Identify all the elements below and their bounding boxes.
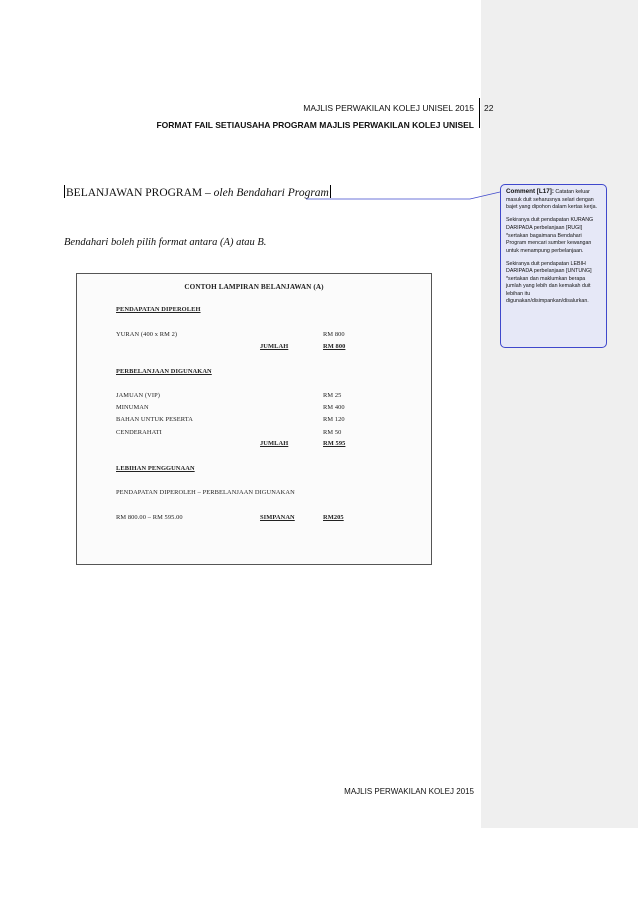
format-note: Bendahari boleh pilih format antara (A) atau B. bbox=[64, 237, 267, 248]
expense-item-label: BAHAN UNTUK PESERTA bbox=[116, 416, 193, 423]
section-title-role: oleh Bendahari Program bbox=[213, 187, 329, 199]
expense-item-label: MINUMAN bbox=[116, 404, 149, 411]
section-title-separator: – bbox=[202, 187, 214, 199]
section-title-main: BELANJAWAN PROGRAM bbox=[66, 187, 203, 199]
expense-item-label: CENDERAHATI bbox=[116, 429, 162, 436]
comment-label: Comment [L17]: bbox=[506, 188, 554, 195]
comment-intro: Catatan keluar masuk duit seharusnya selari dengan bajet yang dipohon dalam kertas kerja. bbox=[506, 189, 597, 211]
savings-value: RM205 bbox=[323, 514, 344, 521]
income-total-label: JUMLAH bbox=[260, 343, 289, 350]
expense-item-label: JAMUAN (VIP) bbox=[116, 392, 160, 399]
surplus-heading: LEBIHAN PENGGUNAAN bbox=[116, 465, 195, 472]
page-footer: MAJLIS PERWAKILAN KOLEJ 2015 bbox=[344, 787, 474, 796]
savings-label: SIMPANAN bbox=[260, 514, 295, 521]
expense-heading: PERBELANJAAN DIGUNAKAN bbox=[116, 368, 212, 375]
comment-paragraph-profit: Sekiranya duit pendapatan LEBIH DARIPADA perbelanjaan [UNTUNG] *sertakan dan maklumkan berapa jumlah yang lebih dan kemakah duit lebihan itu digunakan/disimpankan/disalurkan. bbox=[506, 260, 592, 305]
expense-total-value: RM 595 bbox=[323, 440, 346, 447]
header-organization: MAJLIS PERWAKILAN KOLEJ UNISEL 2015 bbox=[303, 103, 474, 113]
comment-paragraph-loss: Sekiranya duit pendapatan KURANG DARIPADA perbelanjaan [RUGI] *sertakan bagaimana Bendahari Program mencari sumber kewangan untuk menampung perbelanjaan. bbox=[506, 217, 594, 254]
income-item-label: YURAN (400 x RM 2) bbox=[116, 331, 178, 338]
surplus-calculation: RM 800.00 – RM 595.00 bbox=[116, 514, 183, 521]
budget-sample-heading: CONTOH LAMPIRAN BELANJAWAN (A) bbox=[184, 283, 324, 291]
expense-item-amount: RM 25 bbox=[323, 392, 342, 399]
expense-total-label: JUMLAH bbox=[260, 440, 289, 447]
income-heading: PENDAPATAN DIPEROLEH bbox=[116, 306, 201, 313]
income-item-amount: RM 800 bbox=[323, 331, 345, 338]
comment-balloon[interactable] bbox=[500, 184, 607, 348]
page-number: 22 bbox=[484, 103, 494, 113]
header-document-title: FORMAT FAIL SETIAUSAHA PROGRAM MAJLIS PERWAKILAN KOLEJ UNISEL bbox=[156, 120, 474, 130]
expense-item-amount: RM 400 bbox=[323, 404, 345, 411]
surplus-formula: PENDAPATAN DIPEROLEH – PERBELANJAAN DIGUNAKAN bbox=[116, 489, 295, 496]
expense-item-amount: RM 50 bbox=[323, 429, 342, 436]
income-total-value: RM 800 bbox=[323, 343, 346, 350]
budget-sample-image bbox=[76, 273, 432, 565]
expense-item-amount: RM 120 bbox=[323, 416, 345, 423]
